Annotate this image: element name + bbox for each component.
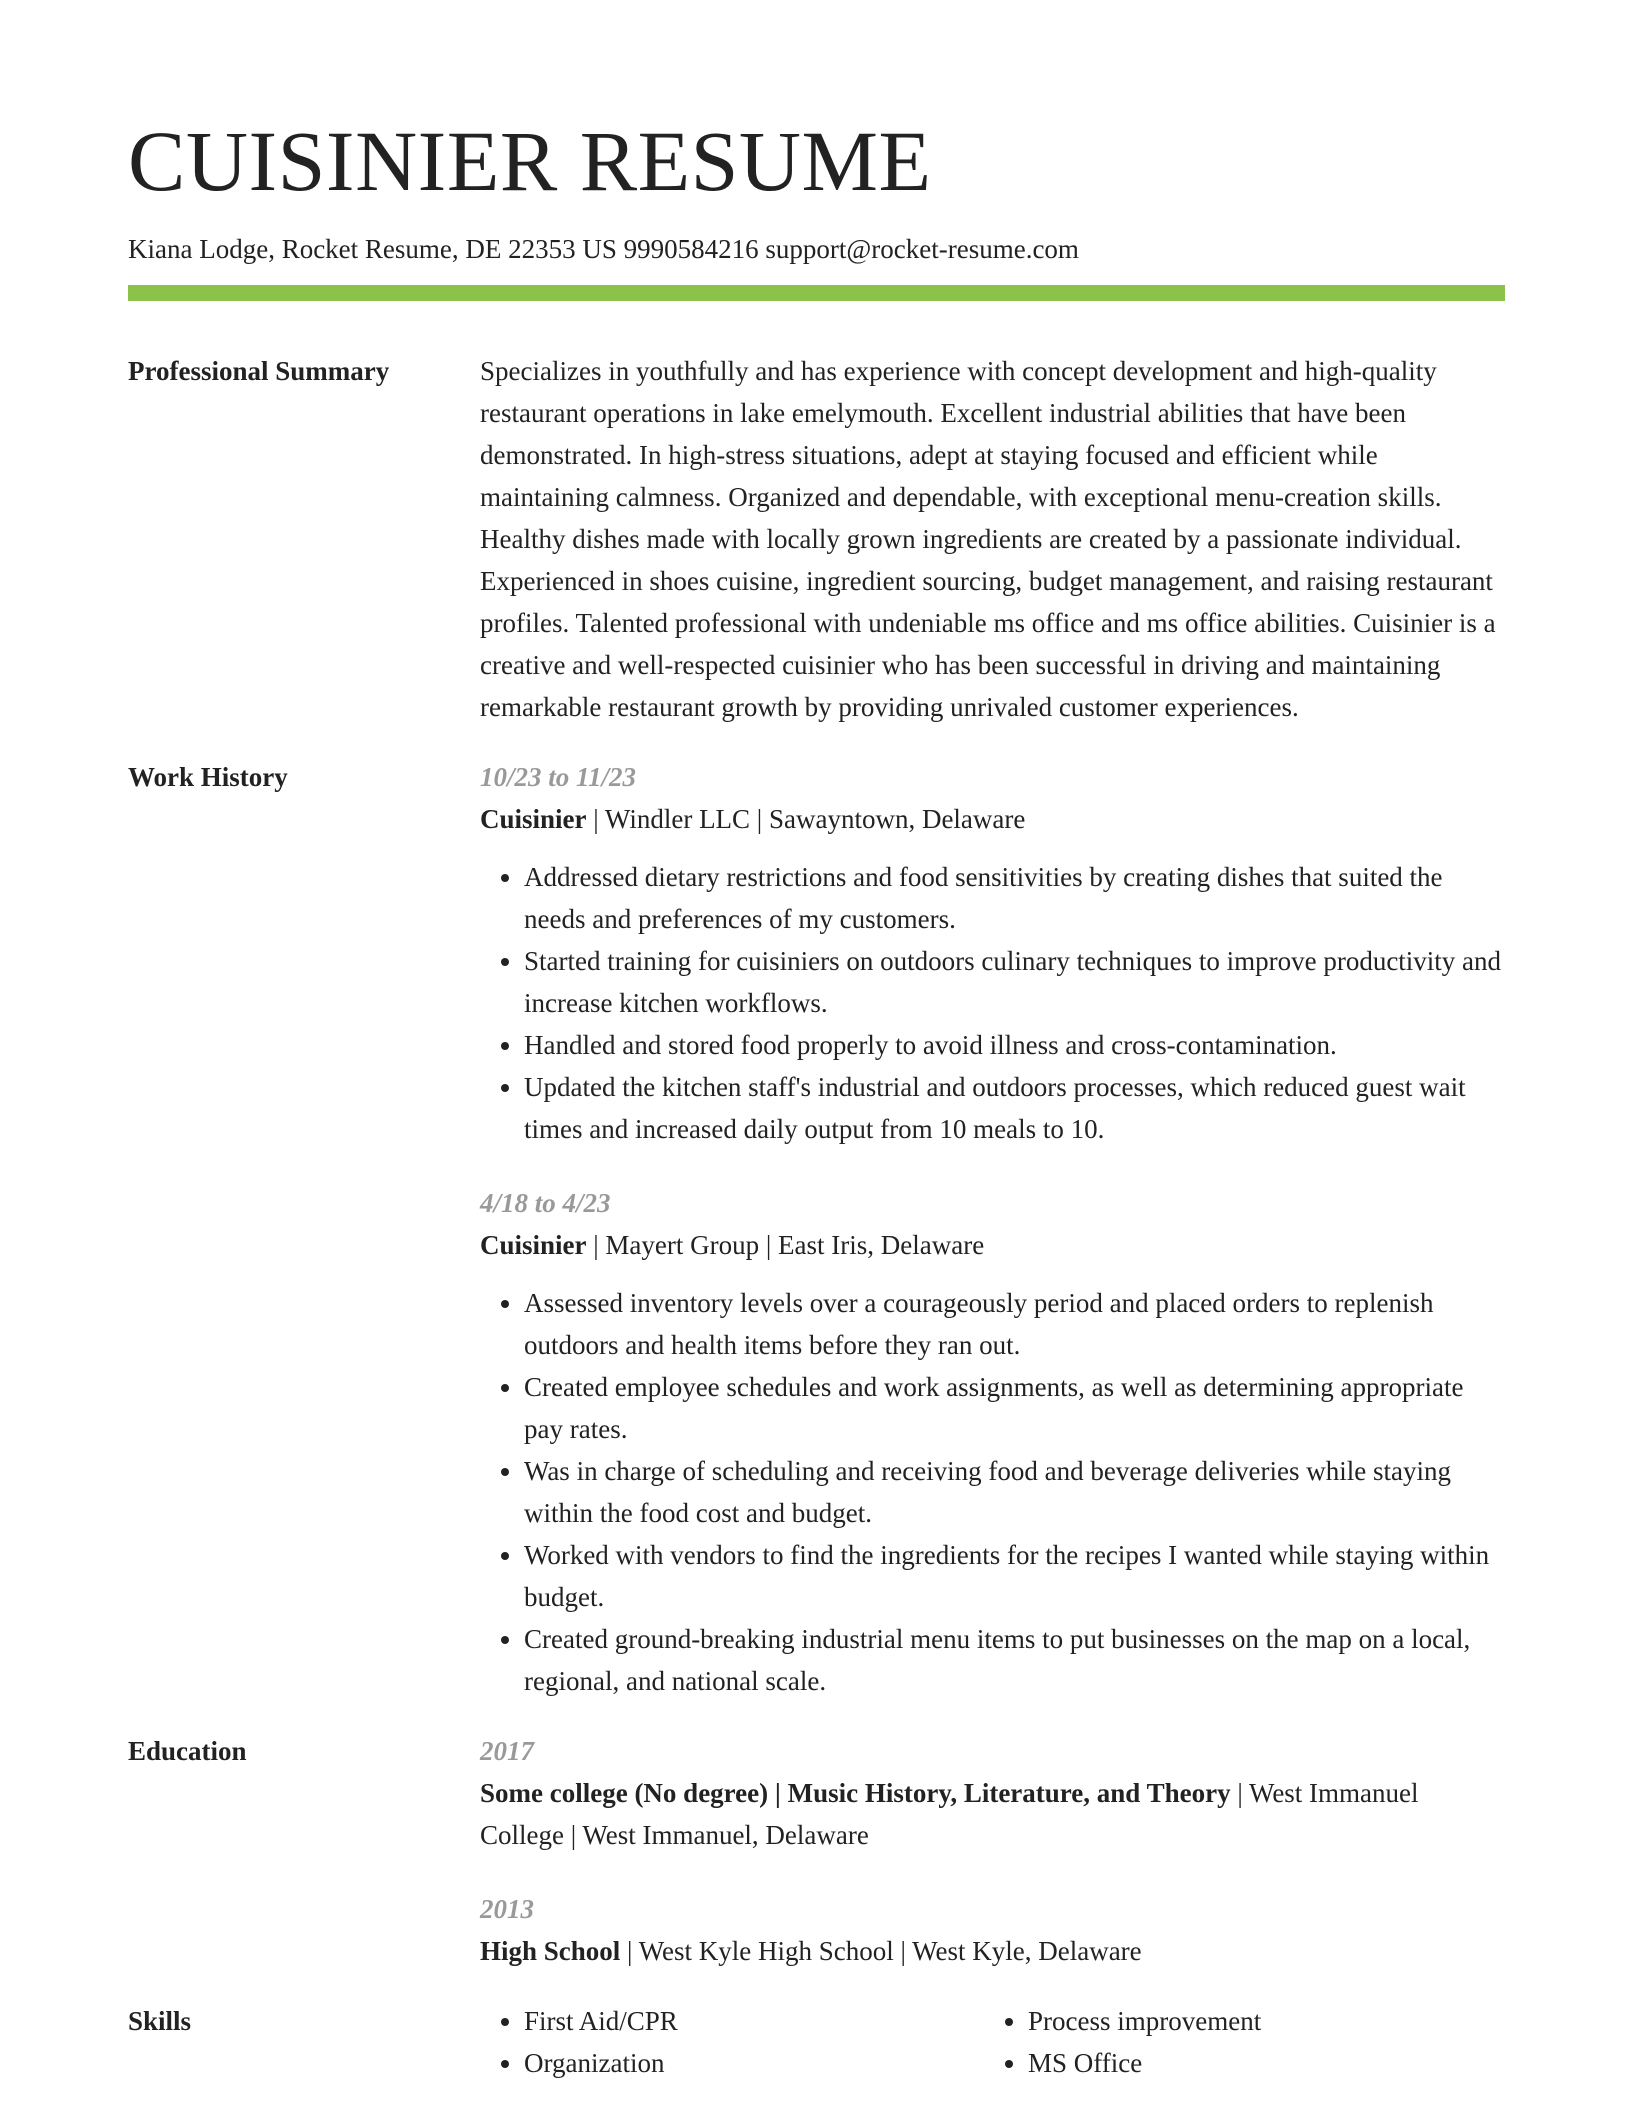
job-bullets: [480, 856, 1505, 1150]
job-entry: [480, 756, 1505, 1150]
work-history-content: [480, 756, 1505, 1702]
education-section: [128, 1730, 1505, 1972]
job-bullet: • Assessed inventory levels over a courageously period and placed orders to replenish outdoors and health items before they ran out.: [524, 1282, 1505, 1366]
job-dates: 10/23 to 11/23: [480, 762, 637, 792]
job-bullet: • Was in charge of scheduling and receiving food and beverage deliveries while staying within the food cost and budget.: [524, 1450, 1505, 1534]
job-bullet: • Created ground-breaking industrial menu items to put businesses on the map on a local, regional, and national scale.: [524, 1618, 1505, 1702]
job-role-line: [480, 1224, 1505, 1266]
education-degree: Some college (No degree) | Music History, Literature, and Theory: [480, 1778, 1231, 1808]
summary-label: Professional Summary: [128, 356, 390, 386]
education-year: 2013: [480, 1894, 534, 1924]
skills-content: [480, 2000, 1505, 2084]
job-role-line: [480, 798, 1505, 840]
skill-item: • First Aid/CPR: [524, 2000, 984, 2042]
job-bullet: • Updated the kitchen staff's industrial and outdoors processes, which reduced guest wait times and increased daily output from 10 meals to 10.: [524, 1066, 1505, 1150]
job-bullets: [480, 1282, 1505, 1702]
job-employer-location: | Mayert Group | East Iris, Delaware: [586, 1230, 985, 1260]
work-history-section: [128, 756, 1505, 1702]
education-label: Education: [128, 1736, 247, 1766]
job-title: Cuisinier: [480, 804, 587, 834]
summary-content: [480, 350, 1505, 728]
summary-section: [128, 350, 1505, 728]
job-bullet: • Started training for cuisiniers on outdoors culinary techniques to improve productivity and increase kitchen workflows.: [524, 940, 1505, 1024]
education-year: 2017: [480, 1736, 534, 1766]
education-line: [480, 1772, 1505, 1856]
education-school-location: | West Kyle High School | West Kyle, Delaware: [620, 1936, 1142, 1966]
education-line: [480, 1930, 1505, 1972]
job-bullet: • Created employee schedules and work assignments, as well as determining appropriate pay rates.: [524, 1366, 1505, 1450]
job-dates: 4/18 to 4/23: [480, 1188, 611, 1218]
skill-item: • MS Office: [1028, 2042, 1488, 2084]
job-employer-location: | Windler LLC | Sawayntown, Delaware: [586, 804, 1026, 834]
contact-line: Kiana Lodge, Rocket Resume, DE 22353 US 9990584216 support@rocket-resume.com: [128, 234, 1079, 264]
resume-body: [128, 350, 1505, 2112]
resume-title: CUISINIER RESUME: [128, 113, 932, 209]
job-bullet: • Handled and stored food properly to avoid illness and cross-contamination.: [524, 1024, 1505, 1066]
education-entry: [480, 1888, 1505, 1972]
work-history-label: Work History: [128, 762, 288, 792]
skills-list-right: [984, 2000, 1488, 2084]
job-bullet: • Worked with vendors to find the ingredients for the recipes I wanted while staying within budget.: [524, 1534, 1505, 1618]
job-bullet: • Addressed dietary restrictions and food sensitivities by creating dishes that suited the needs and preferences of my customers.: [524, 856, 1505, 940]
job-entry: [480, 1182, 1505, 1702]
summary-text: Specializes in youthfully and has experience with concept development and high-quality restaurant operations in lake emelymouth. Excellent industrial abilities that have been demonstrated. In high-stress situations, adept at staying focused and efficient while maintaining calmness. Organized and dependable, with exceptional menu-creation skills. Healthy dishes made with locally grown ingredients are created by a passionate individual. Experienced in shoes cuisine, ingredient sourcing, budget management, and raising restaurant profiles. Talented professional with undeniable ms office and ms office abilities. Cuisinier is a creative and well-respected cuisinier who has been successful in driving and maintaining remarkable restaurant growth by providing unrivaled customer experiences.: [480, 356, 1496, 722]
skills-section: [128, 2000, 1505, 2084]
skill-item: • Process improvement: [1028, 2000, 1488, 2042]
education-degree: High School: [480, 1936, 621, 1966]
education-entry: [480, 1730, 1505, 1856]
header-divider: [128, 285, 1505, 301]
education-content: [480, 1730, 1505, 1972]
skills-label: Skills: [128, 2006, 192, 2036]
job-title: Cuisinier: [480, 1230, 587, 1260]
skills-list-left: [480, 2000, 984, 2084]
education-school-location: | West Immanuel College | West Immanuel, Delaware: [480, 1778, 1419, 1850]
skill-item: • Organization: [524, 2042, 984, 2084]
